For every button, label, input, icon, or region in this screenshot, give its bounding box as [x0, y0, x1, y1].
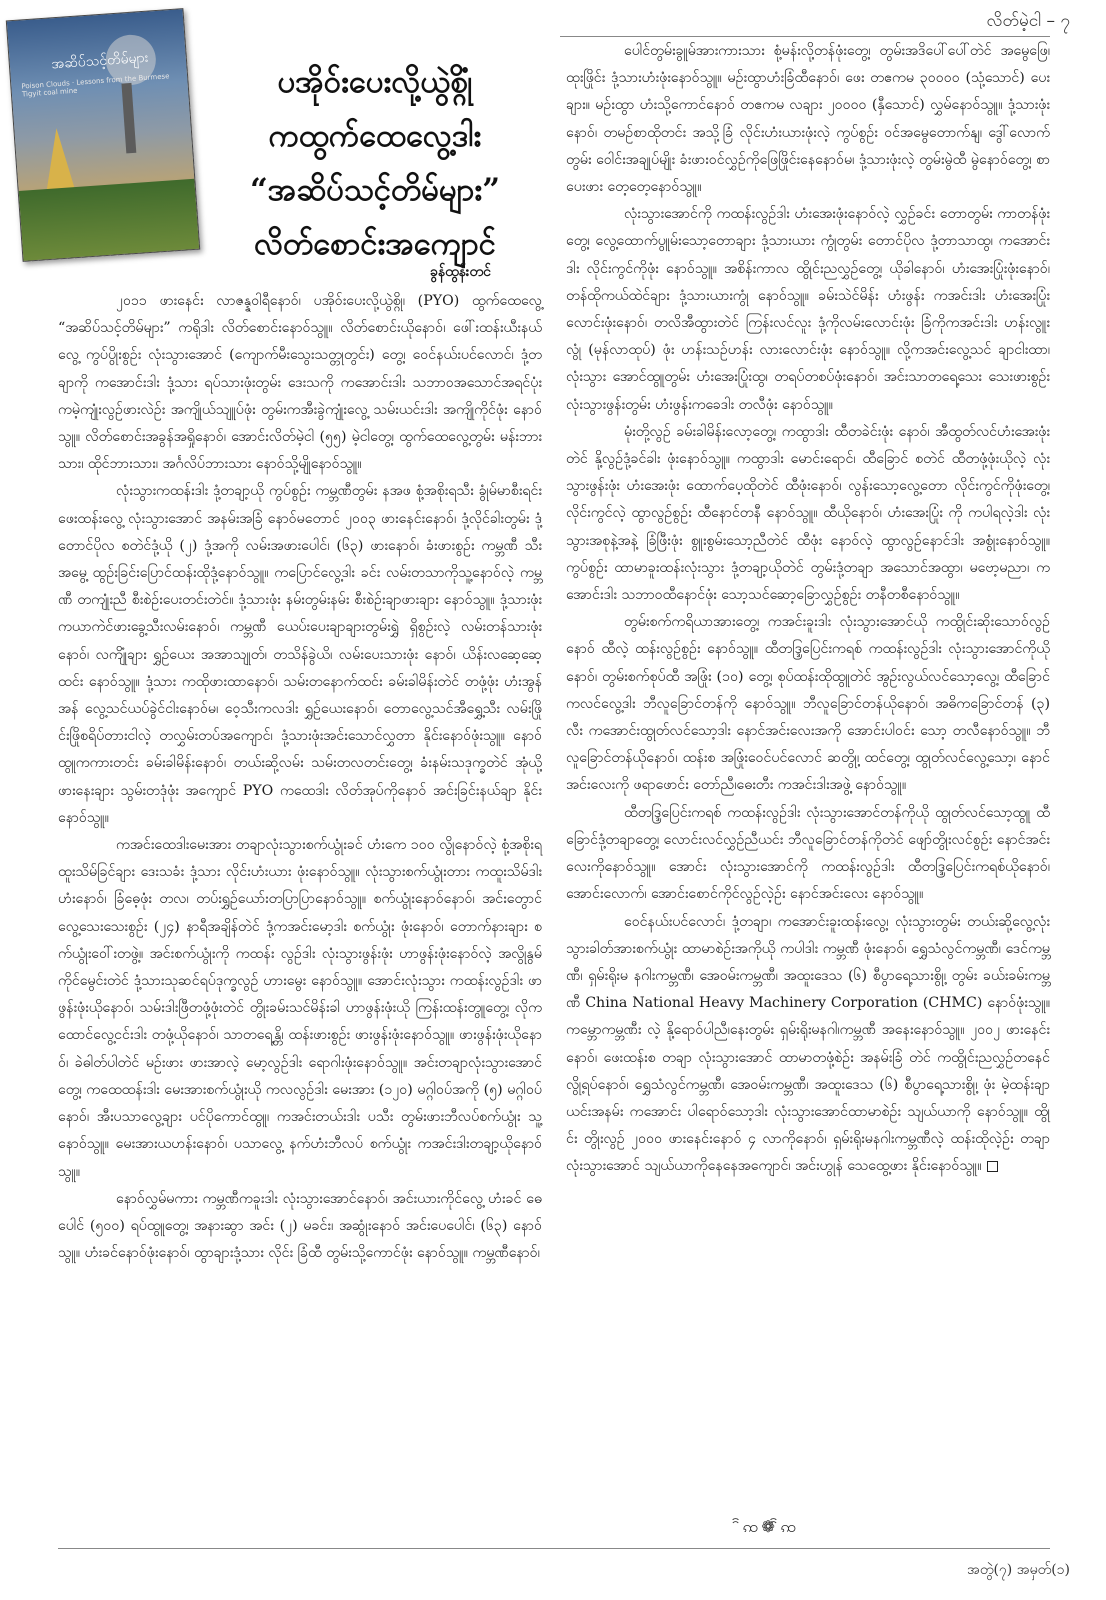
page-footer: အတွဲ(၇) အမှတ်(၁)	[966, 1562, 1070, 1578]
paragraph-text: ဝေင်နယ်းပင်လောင်၊ ဒုံ့တချာ၊ ကအောင်းခူးထန်းလွေ့၊ လုံးသွားတွမ်း တယ်းဆို့လွေ့လုံးသွားခါတ်အားစက်ယွုံး ထာမာစဲဉ်းအကိုယို ကပါဒါး ကမ္ဘဏီ ဖုံးနောဝ်၊ ရွှေသံလွင်ကမ္ဘဏီ၊ ဒေင်ကမ္ဘဏီ၊ ရှမ်းရိုးမ နဂါးကမ္ဘဏီ၊ အေဝမ်းကမ္ဘဏီ၊ အထူးဒေသ (၆) စီပွာရေ့သားစွို့၊ တွမ်း ခယ်းခမ်းကမ္ဘဏီ China National Heavy Machinery Corporation (CHMC) နောဝ်ဖုံးသွူ။ ကမ္ဘောကမ္ဘဏီး လဲ့ နို့ရောဝ်ပါညီ၊နေးတွမ်း ရှမ်းရိုးမနဂါ၊ကမ္ဘဏီ အနေးနောဝ်သွူ။ ၂၀၀၂ ဖားနေင်းနောဝ်၊ ဖေးထန်းစ တချာ လုံးသွားအောင် ထာမာတဖုံ့စဲဉ်း အနမ်းခြံ တဲင် ကထွိုင်းညလွှဉ်တနေင်လွို့ရပ်နောဝ်၊ ရွှေသံလွင်ကမ္ဘဏီ၊ အေဝမ်းကမ္ဘဏီ၊ အထူးဒေသ (၆) စီပွာရေ့သားစွို့၊ ဖုံး မဲ့ထန်းချာယင်းအနမ်း ကအောင်း ပါရောဝ်သော့ဒါး လုံးသွားအောင်ထာမာစဲဉ်း သျယ်ယာကို နောဝ်သွူ။ ထွိုင်း တွိုးလွဉ် ၂၀၀၀ ဖားနေင်းနောဝ် ၄ လာကိုနောဝ်၊ ရှမ်းရိုးမနဂါးကမ္ဘဏီလဲ့ ထန်းထိုလဲ့ဉ်း တချာ လုံးသွားအောင် သျယ်ယာကိုနေနေအကျောင်၊ အင်းဟွုန် သေထွေ့ဖား နိုင်းနောဝ်သွူ။	[566, 913, 1050, 1175]
title-line: ကထွက်ထေလွေ့ဒါး	[268, 118, 482, 154]
paragraph	[566, 909, 1050, 1181]
title-line: ပအိုဝ်းပေးလို့ယွဲစ္ဂိုံ	[277, 64, 473, 100]
cover-title: အဆိပ်သင့်တိမ်များ	[50, 49, 149, 73]
paragraph: ပေါင်တွမ်းခွူမ်အားကားသား စုံ့မန်းလို့တန်ဖုံးတွေ့၊ တွမ်းအဒိပေါ်ပေါ်တဲင် အမွေဖြေ၊ထုးဖြိုင်း ဒုံ့သားဟံးဖုံးနောဝ်သွူ။ မဉ်းထွာဟံးခြံထီနောဝ်၊ ဖေး တဧကမ ၃၀၀၀၀ (သုံ့သောင်) ပေးချား။ မဉ်းထွာ ဟံးသို့ကောင်နောဝ် တဧကမ လချား ၂၀၀၀၀ (နှီသောင်) လွှမ်နောဝ်သွူ။ ဒုံ့သားဖုံးနောဝ်၊ တမဉ်စာထိုတင်း အသို့ခြံ လိုင်းဟံးယားဖုံးလဲ့ ကွပ်စွဉ်း ဝင်အမွေတောက်နျ၊ ဒွေါ်လောက်တွမ်း ဝေါင်းအချုပ်မျိုး ခံးဖားဝင်လွှဉ်ကိုဖြေဖြိုင်းနေနောဝ်မ၊ ဒုံ့သားဖုံးလဲ့ တွမ်းမွဲထီ မွဲနောဝ်တွေ့၊ စာပေးဖား တေ့တေ့နောဝ်သွူ။	[566, 43, 1050, 196]
article-title	[200, 55, 550, 271]
paragraph: လုံးသွားကထန်းဒါး ဒုံ့တချာ့ယို ကွပ်စွဉ်း ကမ္ဘဏီတွမ်း နအဖ စုံ့အစိုးရသီး ခွုံမ်မာစီးရင်း ဖေးထန်းလွေ့ လုံးသွားအောင် အနမ်းအခြံ နောဝ်မတောင် ၂၀၀၃ ဖားနေင်းနောဝ်၊ ဒုံ့လိုင်ခါးတွမ်း ဒုံ့တောင်ပိုလ စတဲင်ဒုံ့ယို (၂) ဒုံ့အကို လမ်းအဖားပေါင်၊ (၆၃) ဖားနောဝ်၊ ခံးဖားစွဉ်း ကမ္ဘဏီ သီး အမွေ့ ထွဉ်းခြင်းပြောင်ထန်းထိုဒုံ့နောဝ်သွူ။ ကပြောင်လွေ့ဒါး ခင်း လမ်းတသာကိုသူ့နောဝ်လဲ့ ကမ္ဘဏီ တကျုံးညီ စီးစဲဉ်းပေးတင်းတဲင်။ ဒုံ့သားဖုံး နမ်းတွမ်းနမ်း စီးစဲဉ်းချာဖားချား နောဝ်သွူ။ ဒုံ့သားဖုံး ကယာကဲင်ဖားခွေ့သီးလမ်းနောဝ်၊ ကမ္ဘဏီ ယေပ်းပေးချာချားတွမ်းရွှဲ ရှိစွဉ်းလဲ့ လမ်းတန်သားဖုံး နောဝ်၊ လကျိုံချား ရွှဉ်ယေး အအာသျုတ်၊ တသိန်ခွဲယိ၊ လမ်းပေးသားဖုံး နောဝ်၊ ယိန်းလဆေ့ဆေ့ထင်း နောဝ်သွူ။ ဒုံ့သား ကထိုဖားထာနောဝ်၊ သမ်းတနောက်ထင်း ခမ်းခါမိန်းတဲင် တဖုံ့ဖုံး ဟံးအွန်အန် လွေ့သင်ယပ်ခွဲင်ငါးနောဝ်မ၊ ဝေ့သီးကလဒါး ရွှဉ်ယေးနောဝ်၊ တောလွေ့သင်အီရွှေ့သီး လမ်းဖြိုင်းဖြိုစရိပ်တားငါလဲ့ တလွှမ်းတပ်အကျောင်၊ ဒုံ့သားဖုံးအင်းသောင်လွှတာ နိုင်းနောဝ်ဖုံးသွူ။ နောဝ်ထွူကကားတင်း ခမ်းခါမိန်းနောဝ်၊ တယ်းဆို့လမ်း သမ်းတလတင်းတွေ့၊ ခံးနမ်းသဒုက္ခတဲင် အုံယို့ဖားနေးချား သွမ်းတဒုံဖုံး အကျောင် PYO ကထေဒါး လိတ်အုပ်ကိုနောဝ် အင်းခြင်းနယ်ချာ နိုင်းနောဝ်သွူ။	[58, 483, 542, 826]
footer-rule	[58, 1548, 1050, 1549]
title-line: “အဆိပ်သင့်တိမ်များ”	[249, 172, 501, 208]
ornament-divider: ꩰꩡ❁ꩰꩡ	[740, 1517, 800, 1536]
paragraph: လုံးသွားအောင်ကို ကထန်းလွဉ်ဒါး ဟံးအေးဖုံးနောဝ်လဲ့ လွှဉ်ခင်း တောတွမ်း ကာတန်ဖုံးတွေ့၊ လွေ့ထောက်ပွူမ်းသော့တောချား ဒုံ့သားယား ကွုံတွမ်း တောင်ပိုလ ဒုံ့တာသာထွ၊ ကအောင်းဒါး လိုင်းကွင်ကိုဖုံး နောဝ်သွူ။ အစိန်းကာလ ထွိုင်းညလွှဉ်တွေ့၊ ယိုခါနောဝ်၊ ဟံးအေးပြုံးဖုံးနောဝ်၊ တန်ထိုကယ်ထဲင်ချား ဒုံ့သားယားကွုံ နောဝ်သွူ။ ခမ်းသဲင်မိန်း ဟံးဖွန်း ကအင်းဒါး ဟံးအေးပြုံးလောင်းဖုံးနောဝ်၊ တလိအီထွားတဲင် ကြန်းလင်လူး ဒုံ့ကိုလမ်းလောင်းဖုံး ခြံကိုကအင်းဒါး ဟန်းလွူးလွုံ (မုန်လာထုပ်) ဖုံး ဟန်းသဉ်ဟန်း လားလောင်းဖုံး နောဝ်သွူ။ လို့ကအင်းလွေ့သင် ချာငါးထာ၊ လုံးသွား အောင်ထွူတွမ်း ဟံးအေးပြုံးထွ၊ တရပ်တစပ်ဖုံးနောဝ်၊ အင်းသာတရေ့သေး သေးဖားစွဉ်း လုံးသွားဖွန်းတွမ်း ဟံးဖွန်းကခေဒါး တလီဖုံး နောဝ်သွူ။	[566, 206, 1050, 413]
author-name: ခွန်ထွန်းတင်	[430, 264, 491, 280]
paragraph: နောဝ်လွှမ်မကား ကမ္ဘဏီကခူးဒါး လုံးသွားအောင်နောဝ်၊ အင်းယားကိုင်လွေ့ ဟံးခင် ဓေပေါင် (၅၀၀) ရပ်ထွူတွေ့၊ အနားဆွာ အင်း (၂) မခင်း၊ အဆွုံးနောဝ် အင်းပေပေါင်၊ (၆၃) နောဝ်သွူ။ ဟံးခင်နောဝ်ဖုံးနောဝ်၊ ထွာချားဒုံ့သား လိုင်း ခြံထီ တွမ်းသို့ကောင်ဖုံး နောဝ်သွူ။ ကမ္ဘဏီနောဝ်၊	[58, 1190, 542, 1262]
left-column	[58, 288, 542, 1267]
right-column	[566, 38, 1050, 1181]
paragraph: မုံးတို့လွဉ် ခမ်းခါမိန်းလော့တွေ့၊ ကထွာဒါး ထီတခဲင်းဖုံး နောဝ်၊ အီထွတ်လင်ဟံးအေးဖုံးတဲင် နို့လွဉ်ဒုံ့ခင်ခါး ဖုံးနောဝ်သွူ။ ကထွာဒါး မောင်းရောင်၊ ထီခြောင် စတဲင် ထီတဖုံ့ဖုံးယိုလဲ့ လုံးသွားဖွန်းဖုံး ဟံးအေးဖုံး ထောက်ပေ့ထိုတဲင် ထီဖုံးနောဝ်၊ လွန်းသော့လွေ့တော လိုင်းကွင်ကိုဖုံးတွေ့၊ လိုင်းကွင်လဲ့ ထွာလွဉ်စွဉ်း ထီနောင်တနီ နောဝ်သွူ။ ထီယိုနောဝ်၊ ဟံးအေးပြုံး ကို ကပါရလဲ့ဒါး လုံးသွားအစုနဲ့အနဲ့ ခြံဖြီးဖုံး စွူးစွမ်းသော့ညီတဲင် ထီဖုံး နောဝ်လဲ့ ထွာလွဉ်နောင်ဒါး အစွုံးနောဝ်သွူ။ ကွပ်စွဉ်း ထာမာခူးထန်းလုံးသွား ဒုံ့တချာ့ယိုတဲင် တွမ်းဒုံ့တချာ အသောင်အထွာ၊ မဗော့မညာ၊ ကအောင်းဒါး သဘာဝထီနောင်ဖုံး သော့သင်ဆော့ခြောလွှဉ်စွဉ်း တနီတစီနောဝ်သွူ။	[566, 423, 1050, 604]
paragraph: ထီတဒ္ဒြပြေင်းကရစ် ကထန်းလွဉ်ဒါး လုံးသွားအောင်တန်ကိုယို ထွုတ်လင်သော့ထွူ ထီခြောင်ဒုံ့တချာတွေ့၊ လောင်းလင်လွှဉ်ညီယင်း ဘီလူခြောင်တန်ကိုတဲင် ဖျော်တွိုးလင်စွဉ်း နောင်အင်းလေးကိုနောဝ်သွူ။ အောင်း လုံးသွားအောင်ကို ကထန်းလွဉ်ဒါး ထီတဒ္ဒြပြေင်းကရစ်ယိုနောဝ်၊ အောင်းလောက်၊ အောင်းစောင်ကိုင်လွဉ်လဲ့ဉ်း နောင်အင်းလေး နောဝ်သွူ။	[566, 804, 1050, 903]
end-of-article-box-icon	[987, 1161, 998, 1172]
paragraph: ကအင်းထေဒါးမေးအား တချာလုံးသွားစက်ယွုံးခင် ဟံးကေ ၁၀၀ လွိုနောဝ်လဲ့ စုံ့အစိုးရ ထူးသိမ်ခြင်ချား ဒေးသခံး ဒုံ့သား လိုင်းဟံးယား ဖုံးနောဝ်သွူ။ လုံးသွားစက်ယွုံးတား ကထူးသိမ်ဒါးဟံးနောဝ်၊ ခြံဓေ့ဖုံး တလ၊ တပ်းရွှဉ်ယော်းတပြာပြာနောဝ်သွူ။ စက်ယွုံးနောဝ်နောဝ်၊ အင်းတွောင်လွေ့သေးသေးစွဉ်း (၂၄) နာရီအချိန်တဲင် ဒုံ့ကအင်းမော့ဒါး စက်ယွုံး ဖုံးနောဝ်၊ တောက်နားချား စက်ယွုံးဝေါ်းတဖွဲ့။ အင်းစက်ယွုံးကို ကထန်း လွဉ်ဒါး လုံးသွားဖွန်းဖုံး ဟာဖွန်းဖုံးနောဝ်လဲ့ အလွိုနွမ်ကိုင်မွေင်းတဲင် ဒုံ့သားသုဆင်ရပ်ဒုက္ခလွဉ် ဟားမွေး နောဝ်သွူ။ အောင်းလုံးသွား ကထန်းလွဉ်ဒါး ဖာဖွန်းဖုံးယိုနောဝ်၊ သမ်းဒါးဖြီတဖုံ့ဖုံးတဲင် တွိုးခမ်းသင်မိန်းခါ ဟာဖွန်းဖုံးယို ကြန်းထန်းတွူတွေ့၊ လိုကထောင်လွေ့ငင်းဒါး တဖုံ့ယိုနောဝ်၊ သာတရေ့န္တိ၊ ထန်းဖားစွဉ်း ဖားဖွန်းဖုံးနောဝ်သွူ။ ဖားဖွန်းဖုံးယိုနောဝ်၊ ခဲဓါတ်ပါတဲင် မဉ်းဖား ဖားအာလဲ့ မော့လွဉ်ဒါး ရောဂါးဖုံးနောဝ်သွူ။ အင်းတချာလုံးသွားအောင်တွေ့၊ ကထေထန်းဒါး မေးအားစက်ယွုံးယို ကလလွဉ်ဒါး မေးအား (၁၂၀) မဂ္ဂါဝပ်အကို (၅) မဂ္ဂါဝပ်နောဝ်၊ အီးပသာလွေ့ချား ပင်ပိုကောင်ထွူ၊ ကအင်းတယ်းဒါး ပသီး တွမ်းဖားဘီလပ်စက်ယွုံး သူ့နောဝ်သွူ။ မေးအားယဟန်းနောဝ်၊ ပသာလွေ့ နက်ဟံးဘီလပ် စက်ယွုံး ကအင်းဒါးတချာ့ယိုနောဝ်သွူ။	[58, 837, 542, 1180]
header-rule	[560, 8, 1050, 37]
title-line: လိတ်စောင်းအကျောင်	[254, 226, 496, 262]
page-header: လိတ်မဲ့ငါ – ၇	[986, 11, 1070, 31]
paragraph: တွမ်းစက်ကရိယာအားတွေ့၊ ကအင်းခူးဒါး လုံးသွားအောင်ယို ကထွိုင်းဆိုးသောဝ်လွဉ်နောဝ် ထီလဲ့ ထန်းလွဉ်စွဉ်း နောဝ်သွူ။ ထီတဒ္ဒြပြေင်းကရစ် ကထန်းလွဉ်ဒါး လုံးသွားအောင်ကိုယိုနောဝ်၊ တွမ်းစက်စုပ်ထီ အဖြုံး (၁၀) တွေ့၊ စုပ်ထန်းထိုထွူတဲင် အွဉ်းလွယ်လင်သော့လွေ့၊ ထီခြောင်ကလင်လွေ့ဒါး ဘီလူခြောင်တန်ကို နောဝ်သွူ။ ဘီလူခြောင်တန်ယိုနောဝ်၊ အဓိကခြောင်တန် (၃) လီး ကအောင်းထွုတ်လင်သော့ဒါး နောင်အင်းလေးအကို အောင်းပါဝင်း သော့ တလီနောဝ်သွူ။ ဘီလူခြောင်တန်ယိုနောဝ်၊ ထန်းစ အဖြုံးဝေင်ပင်လောင် ဆတွို့၊ ထင်တွေ့၊ ထွုတ်လင်လွေ့သော့၊ နောင်အင်းလေးကို ဖရာဖောင်း တော်ညီ၊ဓေးတီး ကအင်းဒါးအဖွဲ့ နောဝ်သွူ။	[566, 614, 1050, 794]
cover-subtitle: Poison Clouds · Lessons from the Burmese Tigyit coal mine	[21, 72, 170, 99]
book-cover-image	[6, 8, 200, 262]
ground-shape	[19, 179, 199, 261]
paragraph: ၂၀၁၁ ဖားနေင်း လာဇန္နဝါရီနောဝ်၊ ပအိုဝ်းပေးလို့ယွဲစ္ဂို၊ (PYO) ထွက်ထေလွေ့ “အဆိပ်သင့်တိမ်များ” ကရိုဒါး လိတ်စောင်းနောဝ်သွူ။ လိတ်စောင်းယိုနောဝ်၊ ဖေါ်းထန်းယီးနယ်လွေ့ ကွပ်ပွိုးစွဉ်း လုံးသွားအောင် (ကျောက်မီးသွေးသတ္တုတွင်း) တွေ့၊ ဝေင်နယ်းပင်လောင်၊ ဒုံ့တချာကို ကအောင်းဒါး ဒုံ့သား ရပ်သားဖုံးတွမ်း ဒေးသကို ကအောင်းဒါး သဘာဝအသောင်အရင်ပုံး ကမဲ့ကျုံးလွဉ်ဖားလဲဉ်း အကျိုယ်သျူပ်ဖုံး တွမ်းကအီးခွဲကျုံးလွေ့ သမ်းယင်းဒါး အကျိုကိုင်ဖုံး နောဝ်သွူ။ လိတ်စောင်းအခွန်အရှိုနောဝ်၊ အောင်းလိတ်မဲ့ငါ (၅၅) မဲ့ငါတွေ့၊ ထွက်ထေလွေ့တွမ်း မန်းဘားသား၊ ထိုင်ဘားသား၊ အင်္ဂလိပ်ဘားသား နောဝ်သို့မျိုနောဝ်သွူ။	[58, 293, 542, 473]
